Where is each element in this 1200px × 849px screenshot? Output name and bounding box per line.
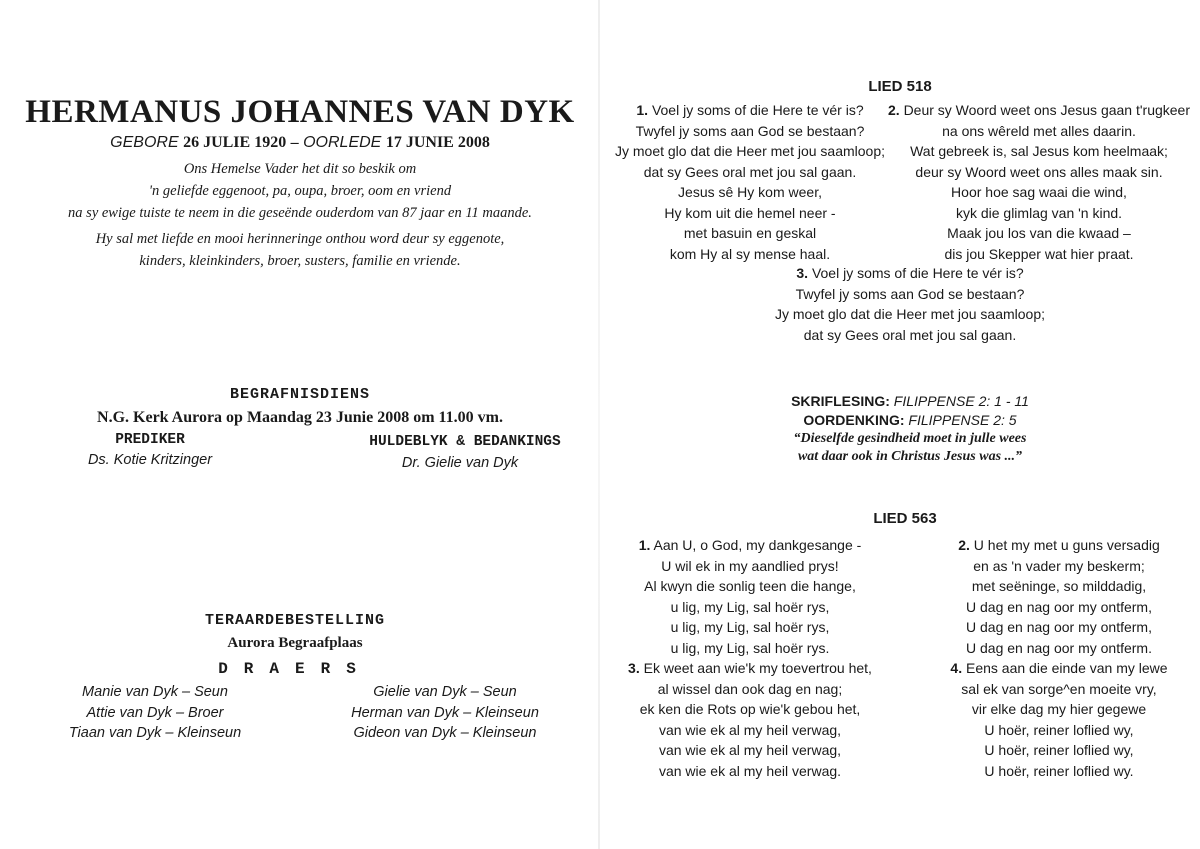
verse-line: dat sy Gees oral met jou sal gaan. — [643, 163, 857, 180]
hymn-518-verse-3 — [745, 263, 1075, 345]
verse-line: Hoor hoe sag waai die wind, — [951, 184, 1127, 200]
verse-number: 2. — [958, 537, 970, 553]
verse-number: 3. — [796, 265, 809, 281]
verse-line: Aan U, o God, my dankgesange - — [653, 537, 862, 553]
verse-line: Eens aan die einde van my lewe — [966, 660, 1168, 676]
verse-line: vir elke dag my hier gegewe — [971, 701, 1147, 717]
quote-line: “Dieselfde gesindheid moet in julle wees — [793, 431, 1027, 446]
verse-line: U hoër, reiner loflied wy, — [984, 742, 1134, 758]
burial-title: TERAARDEBESTELLING — [204, 612, 386, 629]
verse-line: Twyfel jy soms aan God se bestaan? — [635, 122, 865, 139]
bearer-item: Herman van Dyk – Kleinseun — [351, 704, 539, 721]
verse-line: van wie ek al my heil verwag. — [658, 762, 842, 779]
verse-line: Wat gebreek is, sal Jesus kom heelmaak; — [910, 143, 1168, 159]
burial-place: Aurora Begraafplaas — [227, 635, 363, 651]
verse-line: dis jou Skepper wat hier praat. — [944, 245, 1134, 262]
reading-block — [745, 392, 1075, 430]
verse-line: u lig, my Lig, sal hoër rys, — [670, 619, 830, 635]
hymn-518-verse-1 — [600, 100, 900, 264]
born-label: GEBORE — [110, 134, 179, 151]
verse-line: U het my met u guns versadig — [973, 537, 1160, 553]
life-dates — [0, 134, 600, 152]
hymn-563-verse-3 — [600, 658, 900, 781]
verse-line: kyk die glimlag van 'n kind. — [955, 204, 1123, 221]
verse-line: Maak jou los van die kwaad – — [947, 225, 1131, 241]
date-separator: – — [290, 134, 299, 151]
tribute-label: HULDEBLYK & BEDANKINGS — [369, 434, 561, 450]
verse-line: Jy moet glo dat die Heer met jou saamloop; — [774, 306, 1046, 322]
verse-line: Voel jy soms of die Here te vér is? — [651, 102, 864, 118]
hymn-563-verse-4 — [918, 658, 1200, 781]
verse-line: ek ken die Rots op wie'k gebou het, — [639, 701, 861, 717]
hymn-563-verse-2 — [918, 535, 1200, 658]
verse-line: en as 'n vader my beskerm; — [973, 557, 1145, 574]
bearers-right-list — [330, 682, 560, 744]
memory-line: kinders, kleinkinders, broer, susters, familie en vriende. — [139, 253, 461, 269]
verse-line: U hoër, reiner loflied wy. — [984, 762, 1134, 779]
verse-line: U dag en nag oor my ontferm, — [966, 619, 1152, 635]
died-label: OORLEDE — [303, 134, 382, 151]
verse-line: U dag en nag oor my ontferm. — [966, 639, 1152, 656]
verse-number: 3. — [628, 660, 640, 676]
verse-line: u lig, my Lig, sal hoër rys. — [670, 639, 830, 656]
scripture-quote — [705, 430, 1115, 466]
intro-line: 'n geliefde eggenoot, pa, oupa, broer, oom en vriend — [148, 183, 452, 199]
verse-line: met seëninge, so milddadig, — [971, 578, 1147, 594]
verse-line: u lig, my Lig, sal hoër rys, — [670, 598, 830, 615]
intro-line: Ons Hemelse Vader het dit so beskik om — [183, 161, 417, 177]
intro-line: na sy ewige tuiste te neem in die geseënde ouderdom van 87 jaar en 11 maande. — [68, 205, 532, 221]
verse-line: van wie ek al my heil verwag, — [658, 721, 842, 738]
bearers-title: DRAERS — [218, 660, 372, 678]
bearer-item: Attie van Dyk – Broer — [86, 704, 224, 721]
verse-line: kom Hy al sy mense haal. — [669, 245, 831, 262]
verse-line: Al kwyn die sonlig teen die hange, — [644, 578, 856, 594]
scripture-ref: FILIPPENSE 2: 1 - 11 — [893, 393, 1029, 409]
deceased-name: HERMANUS JOHANNES VAN DYK — [25, 94, 575, 130]
meditation-label: OORDENKING: — [803, 412, 905, 428]
verse-line: Twyfel jy soms aan God se bestaan? — [795, 285, 1025, 302]
verse-line: deur sy Woord weet ons alles maak sin. — [915, 163, 1163, 180]
bearer-item: Gielie van Dyk – Seun — [373, 684, 517, 700]
tribute-name: Dr. Gielie van Dyk — [401, 455, 519, 471]
meditation-ref: FILIPPENSE 2: 5 — [908, 412, 1017, 428]
verse-line: van wie ek al my heil verwag, — [658, 742, 842, 758]
born-date: 26 JULIE 1920 — [183, 134, 287, 151]
intro-text — [0, 158, 600, 272]
hymn-518-verse-2 — [878, 100, 1200, 264]
verse-line: U hoër, reiner loflied wy, — [984, 721, 1134, 738]
hymn-563-verse-1 — [600, 535, 900, 658]
verse-line: Voel jy soms of die Here te vér is? — [811, 265, 1024, 281]
preacher-label: PREDIKER — [115, 432, 185, 448]
verse-number: 4. — [950, 660, 963, 676]
hymn-563-title: LIED 563 — [873, 510, 937, 527]
verse-line: Deur sy Woord weet ons Jesus gaan t'rugkeer — [903, 102, 1191, 118]
verse-line: U wil ek in my aandlied prys! — [661, 557, 839, 574]
verse-number: 1. — [638, 537, 651, 553]
verse-line: al wissel dan ook dag en nag; — [657, 680, 843, 697]
verse-line: met basuin en geskal — [683, 225, 817, 241]
verse-line: dat sy Gees oral met jou sal gaan. — [803, 326, 1017, 343]
service-title: BEGRAFNISDIENS — [229, 386, 371, 403]
verse-number: 2. — [887, 102, 900, 118]
quote-line: wat daar ook in Christus Jesus was ...” — [797, 449, 1023, 464]
verse-line: Ek weet aan wie'k my toevertrou het, — [643, 660, 872, 676]
verse-line: na ons wêreld met alles daarin. — [942, 122, 1136, 139]
scripture-label: SKRIFLESING: — [791, 393, 890, 409]
bearer-item: Gideon van Dyk – Kleinseun — [353, 725, 537, 741]
verse-line: U dag en nag oor my ontferm, — [966, 598, 1152, 615]
verse-line: sal ek van sorge^en moeite vry, — [961, 680, 1157, 697]
verse-line: Jesus sê Hy kom weer, — [678, 184, 822, 200]
verse-number: 1. — [636, 102, 649, 118]
died-date: 17 JUNIE 2008 — [385, 134, 490, 151]
bearer-item: Manie van Dyk – Seun — [82, 684, 228, 700]
hymn-518-title: LIED 518 — [868, 78, 932, 95]
bearer-item: Tiaan van Dyk – Kleinseun — [68, 725, 242, 741]
preacher-name: Ds. Kotie Kritzinger — [87, 452, 213, 468]
verse-line: Hy kom uit die hemel neer - — [664, 204, 836, 221]
memory-line: Hy sal met liefde en mooi herinneringe onthou word deur sy eggenote, — [95, 231, 505, 247]
service-details: N.G. Kerk Aurora op Maandag 23 Junie 2008 om 11.00 vm. — [97, 409, 503, 426]
bearers-left-list — [40, 682, 270, 744]
verse-line: Jy moet glo dat die Heer met jou saamloop; — [614, 143, 886, 159]
